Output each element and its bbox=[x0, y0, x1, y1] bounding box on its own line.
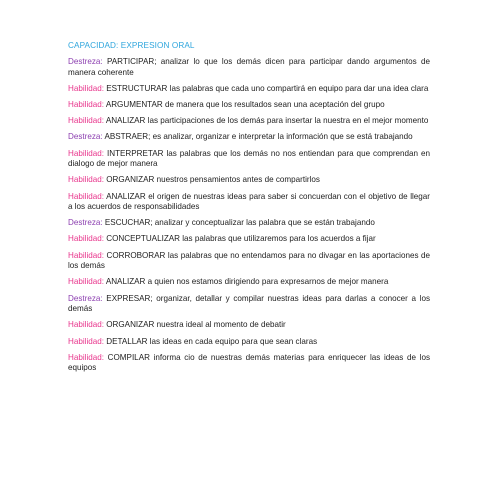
item-habilidad-organizar bbox=[68, 175, 430, 186]
item-text: ESTRUCTURAR las palabras que cada uno compartirá en equipo para dar una idea clara bbox=[106, 83, 429, 93]
destreza-label: Destreza: bbox=[68, 57, 103, 66]
item-destreza-participar bbox=[68, 57, 430, 78]
habilidad-label: Habilidad: bbox=[68, 336, 104, 346]
habilidad-label: Habilidad: bbox=[68, 250, 104, 260]
item-destreza-expresar bbox=[68, 294, 430, 315]
section-heading: CAPACIDAD: EXPRESION ORAL bbox=[68, 41, 195, 50]
habilidad-label: Habilidad: bbox=[68, 277, 104, 287]
item-text: ARGUMENTAR de manera que los resultados sean una aceptación del grupo bbox=[105, 99, 385, 109]
habilidad-label: Habilidad: bbox=[68, 99, 104, 109]
item-text: ORGANIZAR nuestra ideal al momento de debatir bbox=[106, 320, 286, 330]
item-habilidad-estructurar bbox=[68, 84, 430, 95]
item-text: PARTICIPAR; analizar lo que los demás dicen para participar dando argumentos de manera coherente bbox=[68, 57, 430, 77]
item-habilidad-conceptualizar bbox=[68, 234, 430, 245]
item-text: ANALIZAR a quien nos estamos dirigiendo para expresarnos de mejor manera bbox=[105, 277, 389, 287]
item-text: ORGANIZAR nuestros pensamientos antes de compartirlos bbox=[106, 175, 320, 185]
destreza-label: Destreza: bbox=[68, 132, 103, 142]
item-text: EXPRESAR; organizar, detallar y compilar nuestras ideas para darlas a conocer a los demás bbox=[68, 293, 430, 314]
habilidad-label: Habilidad: bbox=[68, 234, 104, 244]
destreza-label: Destreza: bbox=[68, 218, 103, 228]
habilidad-label: Habilidad: bbox=[68, 148, 104, 158]
item-destreza-escuchar bbox=[68, 218, 430, 229]
item-text: DETALLAR las ideas en cada equipo para que sean claras bbox=[106, 336, 318, 346]
item-habilidad-corroborar bbox=[68, 251, 430, 272]
habilidad-label: Habilidad: bbox=[68, 352, 104, 362]
item-text: ABSTRAER; es analizar, organizar e interpretar la información que se está trabajando bbox=[104, 132, 413, 142]
item-habilidad-analizar-dirigiendo bbox=[68, 277, 430, 288]
item-text: ESCUCHAR; analizar y conceptualizar las palabra que se están trabajando bbox=[104, 218, 375, 228]
habilidad-label: Habilidad: bbox=[68, 83, 104, 93]
item-habilidad-interpretar bbox=[68, 149, 430, 170]
item-text: CORROBORAR las palabras que no entendamos para no divagar en las aportaciones de los demás bbox=[68, 250, 430, 271]
item-habilidad-detallar bbox=[68, 337, 430, 348]
document-body bbox=[68, 40, 430, 380]
item-habilidad-analizar-origen bbox=[68, 192, 430, 213]
habilidad-label: Habilidad: bbox=[68, 320, 104, 330]
item-text: INTERPRETAR las palabras que los demás no nos entiendan para que comprendan en dialogo de mejor manera bbox=[68, 148, 431, 169]
item-text: CONCEPTUALIZAR las palabras que utilizaremos para los acuerdos a fijar bbox=[106, 234, 376, 244]
item-text: ANALIZAR las participaciones de los demás para insertar la nuestra en el mejor momento bbox=[105, 116, 429, 126]
item-habilidad-analizar bbox=[68, 116, 430, 127]
item-habilidad-compilar bbox=[68, 353, 430, 374]
habilidad-label: Habilidad: bbox=[68, 191, 104, 201]
item-text: COMPILAR informa cio de nuestras demás materias para enriquecer las ideas de los equipos bbox=[68, 352, 430, 373]
item-habilidad-argumentar bbox=[68, 100, 430, 111]
item-text: ANALIZAR el origen de nuestras ideas para saber si concuerdan con el objetivo de llegar a los acuerdos de responsabilidades bbox=[68, 191, 430, 212]
destreza-label: Destreza: bbox=[68, 293, 103, 303]
item-habilidad-organizar-debatir bbox=[68, 320, 430, 331]
habilidad-label: Habilidad: bbox=[68, 116, 104, 126]
habilidad-label: Habilidad: bbox=[68, 175, 104, 185]
item-destreza-abstraer bbox=[68, 132, 430, 143]
